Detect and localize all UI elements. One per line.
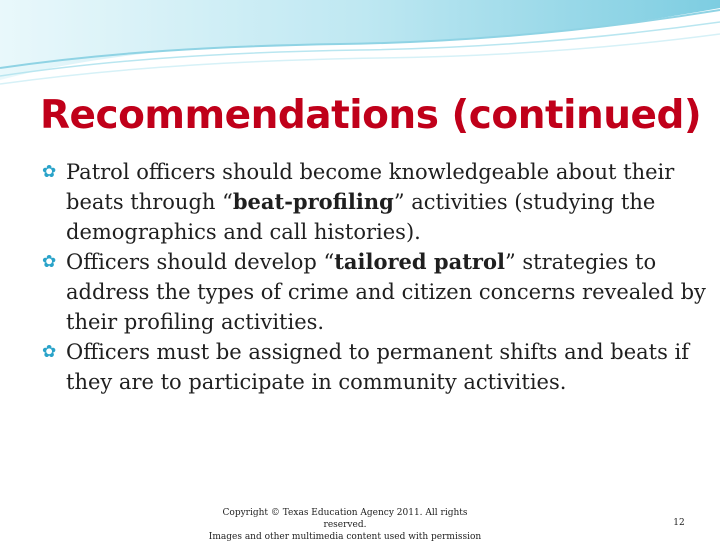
leaf-bullet-icon: ✿ bbox=[42, 342, 57, 362]
page-number: 12 bbox=[673, 518, 685, 528]
bullet-text-bold: beat-profiling bbox=[232, 189, 394, 214]
bullet-item-3 bbox=[40, 337, 710, 397]
leaf-bullet-icon: ✿ bbox=[42, 252, 57, 272]
copyright-footer bbox=[200, 507, 490, 543]
bullet-text-pre: Officers should develop “ bbox=[66, 250, 335, 274]
bullet-text-pre: Officers must be assigned to permanent shifts and beats if they are to participate in community activities. bbox=[66, 340, 690, 394]
footer-copyright-line: Copyright © Texas Education Agency 2011. All rights reserved. bbox=[222, 508, 468, 530]
leaf-bullet-icon: ✿ bbox=[42, 162, 57, 182]
bullet-item-1 bbox=[40, 157, 710, 247]
bullet-text-bold: tailored patrol bbox=[334, 249, 505, 274]
bullet-list bbox=[40, 157, 710, 397]
slide-title: Recommendations (continued) bbox=[40, 93, 702, 138]
bullet-text bbox=[66, 160, 674, 244]
bullet-text-post: ” activities (studying the demographics and call histories). bbox=[66, 190, 656, 244]
footer-permission-line: Images and other multimedia content used with permission bbox=[208, 532, 482, 542]
bullet-item-2 bbox=[40, 247, 710, 337]
bullet-text bbox=[66, 250, 706, 334]
bullet-text-pre: Patrol officers should become knowledgeable about their beats through “ bbox=[66, 160, 675, 214]
bullet-text bbox=[66, 340, 689, 394]
bullet-text-post: ” strategies to address the types of crime and citizen concerns revealed by their profiling activities. bbox=[66, 250, 706, 334]
header-wave-decoration bbox=[0, 0, 720, 90]
